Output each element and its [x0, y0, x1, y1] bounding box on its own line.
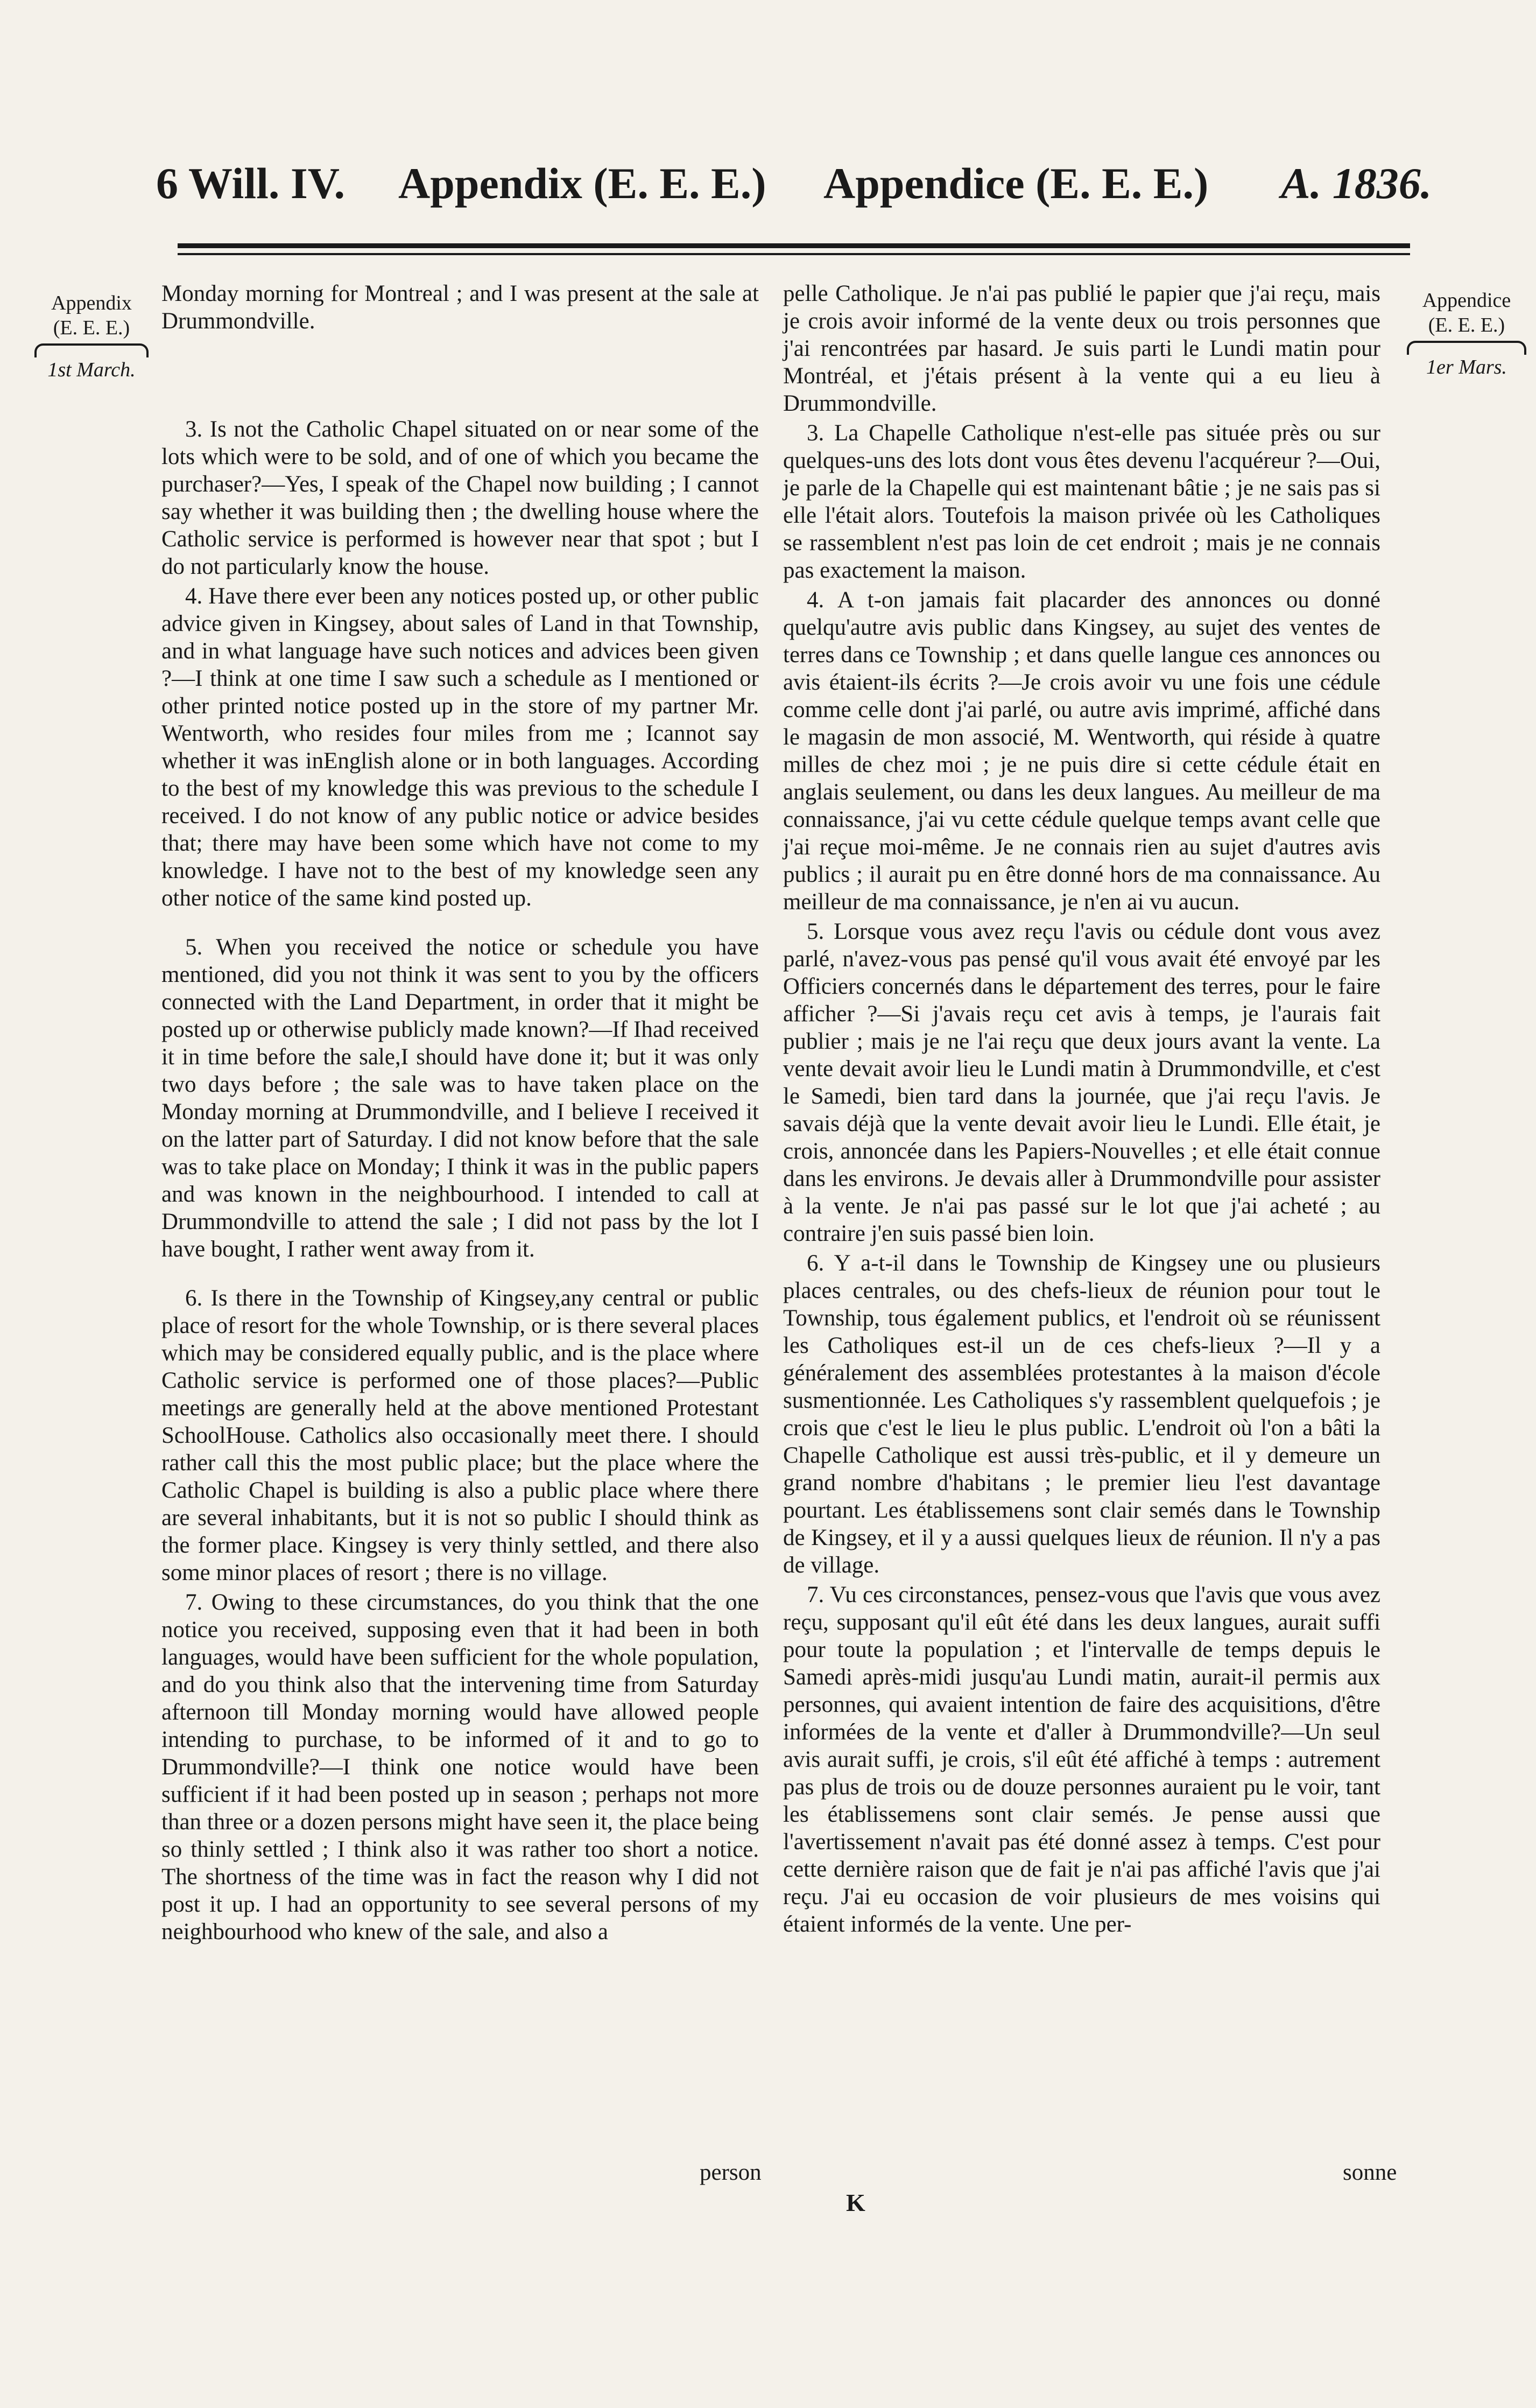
signature-mark: K	[846, 2189, 865, 2216]
french-catchword: sonne	[1343, 2160, 1397, 2185]
english-question-5: 5. When you received the notice or schedule you have mentioned, did you not think it was sent to you by the officers connected with the Land Department, in order that it might be posted up or otherwise publicly made known?—If Ihad received it in time before the sale,I should have done it; but it was only two days before ; the sale was to have taken place on the Monday morning at Drummondville, and I believe I received it on the latter part of Saturday. I did not know before that the sale was to take place on Monday; I think it was in the public papers and was known in the neighbourhood. I intended to call at Drummondville to attend the sale ; I did not pass by the lot I have bought, I rather went away from it.	[161, 935, 759, 1262]
margin-left-date: 1st March.	[47, 359, 136, 381]
margin-left-brace	[34, 343, 149, 357]
margin-left-title: Appendix	[51, 292, 132, 314]
english-paragraph-continuation: Monday morning for Montreal ; and I was present at the sale at Drummondville.	[161, 281, 759, 334]
year-heading: A. 1836.	[1281, 159, 1432, 208]
header-rule-thick	[178, 243, 1410, 248]
english-question-7: 7. Owing to these circumstances, do you think that the one notice you received, supposing even that it had been in both languages, would have been sufficient for the whole population, and do you think also that the intervening time from Saturday afternoon till Monday morning would have allowed people intending to purchase, to be informed of it and to go to Drummondville?—I think one notice would have been sufficient if it had been posted up in season ; perhaps not more than three or a dozen persons might have seen it, the place being so thinly settled ; I think also it was rather too short a notice. The shortness of the time was in fact the reason why I did not post it up. I had an opportunity to see several persons of my neighbourhood who knew of the sale, and also a	[161, 1590, 759, 1944]
french-question-5: 5. Lorsque vous avez reçu l'avis ou cédule dont vous avez parlé, n'avez-vous pas pensé qu'il vous avait été envoyé par les Officiers concernés dans le département des terres, pour le faire afficher ?—Si j'avais reçu cet avis à temps, je l'aurais fait publier ; mais je ne l'ai reçu que deux jours avant la vente. La vente devait avoir lieu le Lundi matin à Drummondville, et c'est le Samedi, bien tard dans la journée, que j'ai reçu l'avis. Je savais déjà que la vente devait avoir lieu le Lundi. Elle était, je crois, annoncée dans les Papiers-Nouvelles ; et elle était connue dans les environs. Je devais aller à Drummondville pour assister à la vente. Je n'ai pas passé sur le lot que j'ai acheté ; au contraire j'en suis passé bien loin.	[783, 919, 1380, 1246]
english-column	[161, 280, 759, 1946]
margin-right-ref: (E. E. E.)	[1428, 314, 1505, 336]
english-catchword: person	[700, 2160, 762, 2185]
french-question-4: 4. A t-on jamais fait placarder des annonces ou donné quelqu'autre avis public dans Kingsey, au sujet des ventes de terres dans ce Township ; et dans quelle langue ces annonces ou avis étaient-ils écrits ?—Je crois avoir vu une fois une cédule comme celle dont j'ai parlé, ou autre avis imprimé, affiché dans le magasin de mon associé, M. Wentworth, qui réside à quatre milles de chez moi ; je ne puis dire si cette cédule était en anglais seulement, ou dans les deux langues. Au meilleur de ma connaissance, j'ai vu cette cédule quelque temps avant celle que j'ai reçue moi-même. Je ne connais rien au sujet d'autres avis publics ; il aurait pu en être donné hors de ma connaissance. Au meilleur de ma connaissance, je n'en ai vu aucun.	[783, 587, 1380, 915]
appendix-heading-english: Appendix (E. E. E.)	[398, 159, 766, 208]
french-question-6: 6. Y a-t-il dans le Township de Kingsey une ou plusieurs places centrales, ou des chefs-lieux de réunion pour tout le Township, tous également publics, et l'endroit où se réunissent les Catholiques est-il un de ces chefs-lieux ?—Il y a généralement des assemblées protestantes à la maison d'école susmentionnée. Les Catholiques s'y rassemblent quelquefois ; je crois que c'est le lieu le plus public. L'endroit où l'on a bâti la Chapelle Catholique est aussi très-public, et il y demeure un grand nombre d'habitans ; le premier lieu l'est davantage pourtant. Les établissemens sont clair semés dans le Township de Kingsey, et il y a aussi quelques lieux de réunion. Il n'y a pas de village.	[783, 1251, 1380, 1578]
margin-note-left	[32, 291, 151, 382]
header-rule-thin	[178, 253, 1410, 255]
english-question-4: 4. Have there ever been any notices posted up, or other public advice given in Kingsey, about sales of Land in that Township, and in what language have such notices and advices been given ?—I think at one time I saw such a schedule as I mentioned or other printed notice posted up in the store of my partner Mr. Wentworth, who resides four miles from me ; Icannot say whether it was inEnglish alone or in both languages. According to the best of my knowledge this was previous to the schedule I received. I do not know of any public notice or advice besides that; there may have been some which have not come to my knowledge. I have not to the best of my knowledge seen any other notice of the same kind posted up.	[161, 584, 759, 911]
margin-left-ref: (E. E. E.)	[53, 317, 130, 339]
french-question-7: 7. Vu ces circonstances, pensez-vous que l'avis que vous avez reçu, supposant qu'il eût été dans les deux langues, aurait suffi pour toute la population ; et l'intervalle de temps depuis le Samedi après-midi jusqu'au Lundi matin, aurait-il permis aux personnes, qui avaient intention de faire des acquisitions, d'être informées de la vente et d'aller à Drummondville?—Un seul avis aurait suffi, je crois, s'il eût été affiché à temps : autrement pas plus de trois ou de douze personnes auraient pu le voir, tant les établissemens sont clair semés. Je pense aussi que l'avertissement n'avait pas été donné assez à temps. C'est pour cette dernière raison que de fait je n'ai pas affiché l'avis que j'ai reçu. J'ai eu occasion de voir plusieurs de mes voisins qui étaient informés de la vente. Une per-	[783, 1582, 1380, 1937]
margin-right-title: Appendice	[1422, 289, 1511, 312]
session-heading: 6 Will. IV.	[156, 159, 345, 208]
french-question-3: 3. La Chapelle Catholique n'est-elle pas située près ou sur quelques-uns des lots dont vous êtes devenu l'acquéreur ?—Oui, je parle de la Chapelle qui est maintenant bâtie ; je ne sais pas si elle l'était alors. Toutefois la maison privée où les Catholiques se rassemblent n'est pas loin de cet endroit ; mais je ne connais pas exactement la maison.	[783, 420, 1380, 583]
french-column	[783, 280, 1380, 1938]
english-question-3: 3. Is not the Catholic Chapel situated on or near some of the lots which were to be sold, and of one of which you became the purchaser?—Yes, I speak of the Chapel now building ; I cannot say whether it was building then ; the dwelling house where the Catholic service is performed is however near that spot ; but I do not particularly know the house.	[161, 417, 759, 579]
margin-note-right	[1405, 288, 1528, 380]
appendix-heading-french: Appendice (E. E. E.)	[823, 159, 1209, 208]
french-paragraph-continuation: pelle Catholique. Je n'ai pas publié le papier que j'ai reçu, mais je crois avoir informé de la vente deux ou trois personnes que j'ai rencontrées par hasard. Je suis parti le Lundi matin pour Montréal, et j'étais présent à la vente qui a eu lieu à Drummondville.	[783, 281, 1380, 416]
margin-right-date: 1er Mars.	[1426, 356, 1507, 378]
english-question-6: 6. Is there in the Township of Kingsey,any central or public place of resort for the whole Township, or is there several places which may be considered equally public, and is the place where Catholic service is performed one of those places?—Public meetings are generally held at the above mentioned Protestant SchoolHouse. Catholics also occasionally meet there. I should rather call this the most public place; but the place where the Catholic Chapel is building is also a public place where there are several inhabitants, but it is not so public I should think as the former place. Kingsey is very thinly settled, and there also some minor places of resort ; there is no village.	[161, 1286, 759, 1585]
margin-right-brace	[1407, 341, 1526, 355]
